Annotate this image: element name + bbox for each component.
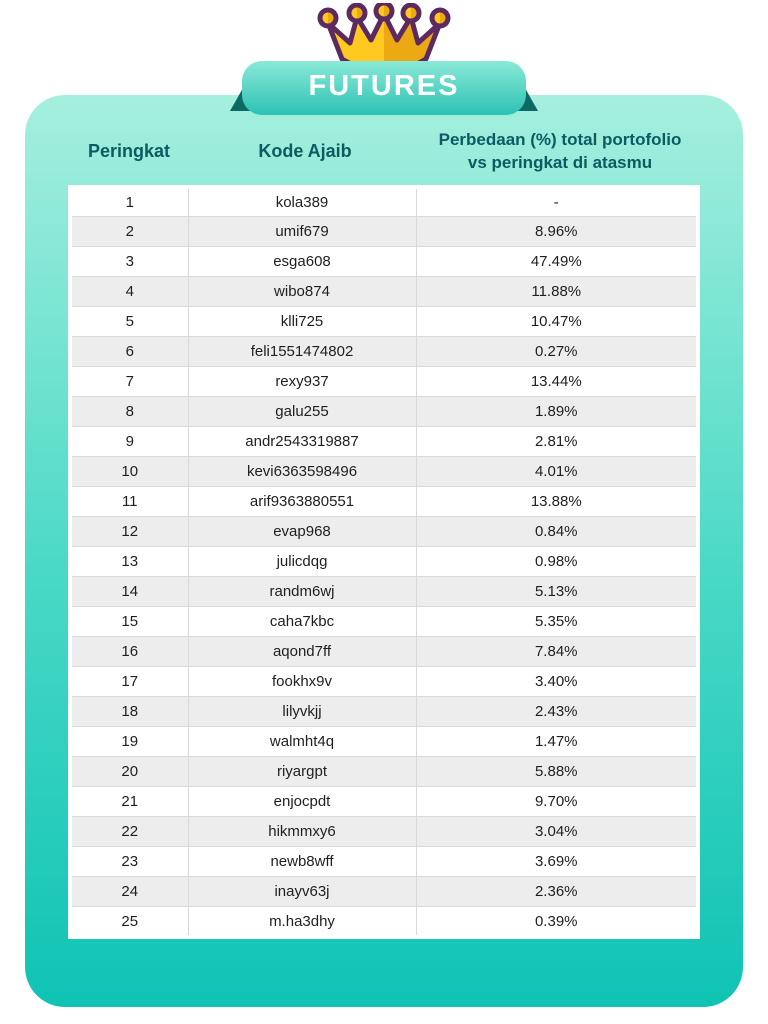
code-cell: walmht4q [188, 727, 416, 757]
code-cell: fookhx9v [188, 667, 416, 697]
table-row [70, 607, 698, 637]
rank-cell: 11 [70, 487, 188, 517]
code-cell: andr2543319887 [188, 427, 416, 457]
diff-cell: 7.84% [416, 637, 698, 667]
rank-cell: 20 [70, 757, 188, 787]
rank-cell: 19 [70, 727, 188, 757]
code-cell: riyargpt [188, 757, 416, 787]
rank-cell: 25 [70, 907, 188, 937]
diff-cell: 3.04% [416, 817, 698, 847]
table-row [70, 577, 698, 607]
banner-title: FUTURES [308, 70, 460, 102]
table-row [70, 337, 698, 367]
rank-cell: 23 [70, 847, 188, 877]
diff-cell: 1.47% [416, 727, 698, 757]
code-cell: rexy937 [188, 367, 416, 397]
rank-cell: 4 [70, 277, 188, 307]
diff-cell: 47.49% [416, 247, 698, 277]
diff-cell: 1.89% [416, 397, 698, 427]
table-row [70, 697, 698, 727]
rank-cell: 12 [70, 517, 188, 547]
table-row [70, 847, 698, 877]
code-cell: hikmmxy6 [188, 817, 416, 847]
rank-cell: 6 [70, 337, 188, 367]
code-cell: aqond7ff [188, 637, 416, 667]
rank-cell: 8 [70, 397, 188, 427]
table-row [70, 787, 698, 817]
code-cell: lilyvkjj [188, 697, 416, 727]
table-row [70, 277, 698, 307]
table-row [70, 457, 698, 487]
rank-cell: 13 [70, 547, 188, 577]
code-cell: kevi6363598496 [188, 457, 416, 487]
column-header-diff [420, 129, 700, 175]
code-cell: caha7kbc [188, 607, 416, 637]
column-header-diff-line2: vs peringkat di atasmu [467, 152, 653, 172]
diff-cell: 8.96% [416, 217, 698, 247]
table-row [70, 187, 698, 217]
leaderboard-card [25, 70, 743, 1007]
code-cell: wibo874 [188, 277, 416, 307]
diff-cell: 13.44% [416, 367, 698, 397]
code-cell: newb8wff [188, 847, 416, 877]
table-row [70, 427, 698, 457]
diff-cell: 11.88% [416, 277, 698, 307]
diff-cell: 0.84% [416, 517, 698, 547]
table-row [70, 667, 698, 697]
code-cell: klli725 [188, 307, 416, 337]
code-cell: umif679 [188, 217, 416, 247]
rank-cell: 24 [70, 877, 188, 907]
table-row [70, 247, 698, 277]
code-cell: kola389 [188, 187, 416, 217]
code-cell: m.ha3dhy [188, 907, 416, 937]
diff-cell: 5.35% [416, 607, 698, 637]
diff-cell: 2.81% [416, 427, 698, 457]
rank-cell: 21 [70, 787, 188, 817]
code-cell: enjocpdt [188, 787, 416, 817]
rank-cell: 1 [70, 187, 188, 217]
column-header-code: Kode Ajaib [258, 141, 352, 162]
code-cell: randm6wj [188, 577, 416, 607]
table-row [70, 757, 698, 787]
rank-cell: 15 [70, 607, 188, 637]
diff-cell: 0.39% [416, 907, 698, 937]
table-row [70, 817, 698, 847]
diff-cell: 10.47% [416, 307, 698, 337]
diff-cell: 5.13% [416, 577, 698, 607]
table-row [70, 397, 698, 427]
rank-cell: 7 [70, 367, 188, 397]
rank-cell: 9 [70, 427, 188, 457]
code-cell: julicdqg [188, 547, 416, 577]
diff-cell: 2.36% [416, 877, 698, 907]
diff-cell: - [416, 187, 698, 217]
diff-cell: 4.01% [416, 457, 698, 487]
code-cell: arif9363880551 [188, 487, 416, 517]
code-cell: esga608 [188, 247, 416, 277]
table-row [70, 727, 698, 757]
code-cell: evap968 [188, 517, 416, 547]
rank-cell: 10 [70, 457, 188, 487]
column-header-diff-line1: Perbedaan (%) total portofolio [438, 130, 682, 149]
table-row [70, 907, 698, 937]
column-header-rank: Peringkat [87, 141, 171, 162]
table-row [70, 547, 698, 577]
rank-cell: 17 [70, 667, 188, 697]
diff-cell: 5.88% [416, 757, 698, 787]
diff-cell: 3.69% [416, 847, 698, 877]
diff-cell: 3.40% [416, 667, 698, 697]
rank-cell: 2 [70, 217, 188, 247]
diff-cell: 9.70% [416, 787, 698, 817]
rank-cell: 5 [70, 307, 188, 337]
table-row [70, 307, 698, 337]
diff-cell: 0.27% [416, 337, 698, 367]
table-row [70, 637, 698, 667]
rank-cell: 18 [70, 697, 188, 727]
futures-ribbon-banner [224, 59, 544, 117]
table-row [70, 367, 698, 397]
table-row [70, 217, 698, 247]
diff-cell: 0.98% [416, 547, 698, 577]
leaderboard-table-body [70, 187, 698, 937]
table-row [70, 877, 698, 907]
rank-cell: 22 [70, 817, 188, 847]
table-row [70, 517, 698, 547]
leaderboard-table [68, 185, 700, 939]
rank-cell: 16 [70, 637, 188, 667]
diff-cell: 2.43% [416, 697, 698, 727]
table-row [70, 487, 698, 517]
code-cell: feli1551474802 [188, 337, 416, 367]
rank-cell: 3 [70, 247, 188, 277]
code-cell: galu255 [188, 397, 416, 427]
rank-cell: 14 [70, 577, 188, 607]
code-cell: inayv63j [188, 877, 416, 907]
diff-cell: 13.88% [416, 487, 698, 517]
